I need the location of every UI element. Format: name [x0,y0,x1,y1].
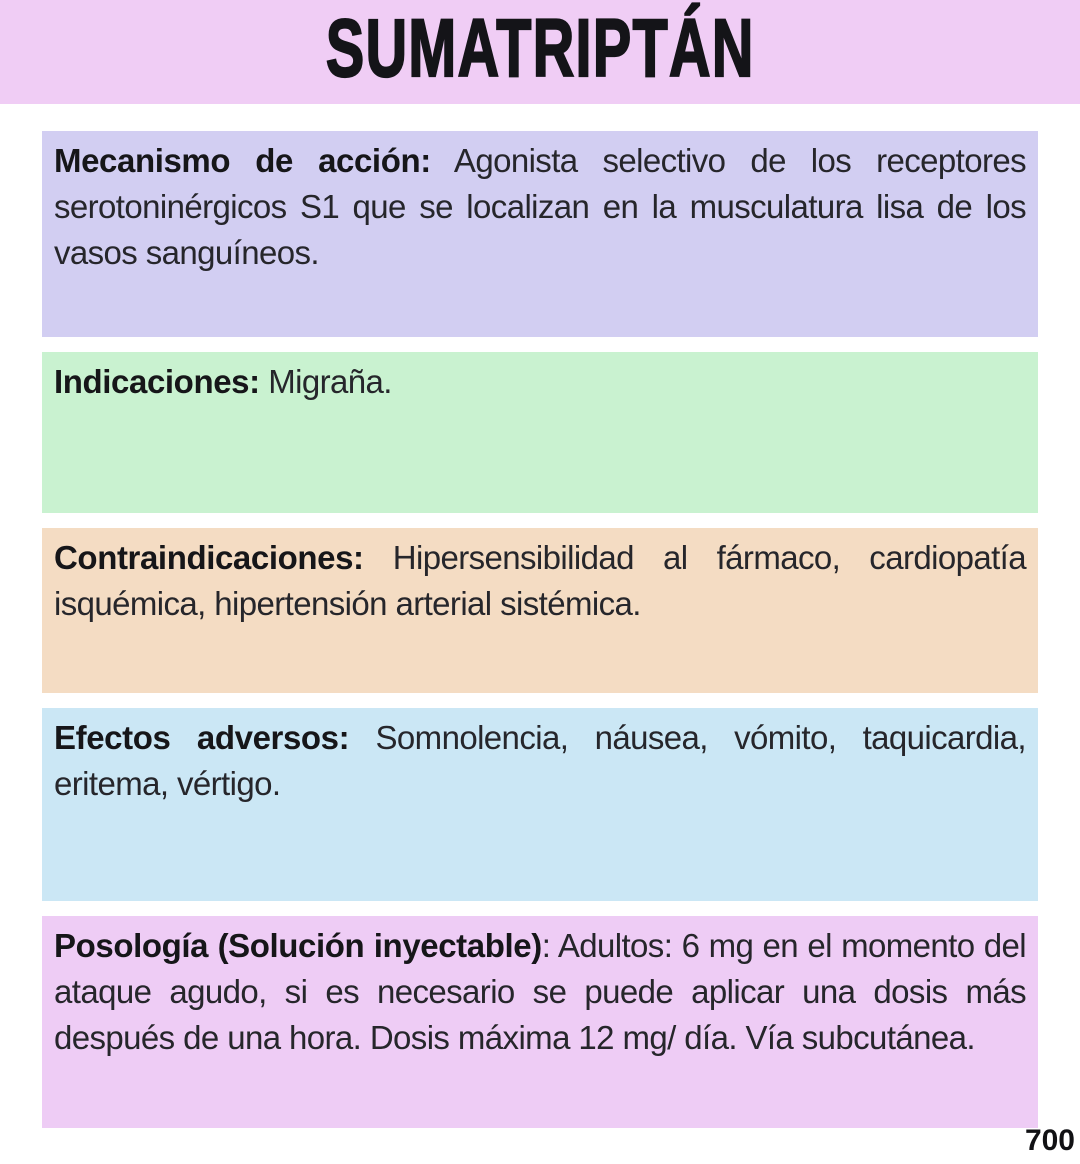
title-band [0,0,1080,104]
section-efectos-adversos [42,708,1038,901]
section-indicaciones [42,352,1038,513]
section-efectos-body: Somnolencia, náusea, vómito, taquicardia, eritema, vértigo. [54,719,1026,802]
section-posologia-label: Posología (Solución inyectable) [54,927,542,964]
section-contraindicaciones-body: Hipersensibilidad al fármaco, cardiopatía isquémica, hipertensión arterial sistémica. [54,539,1026,622]
page-number: 700 [1024,1124,1075,1157]
section-mecanismo-body: Agonista selectivo de los receptores serotoninérgicos S1 que se localizan en la musculatura lisa de los vasos sanguíneos. [54,142,1026,271]
sections-container [42,131,1038,1128]
section-indicaciones-label: Indicaciones: [54,363,260,400]
section-contraindicaciones-label: Contraindicaciones: [54,539,364,576]
section-contraindicaciones-text [54,535,1026,627]
section-mecanismo-de-accion [42,131,1038,337]
page-title: SUMATRIPTÁN [325,3,755,94]
section-posologia [42,916,1038,1128]
section-indicaciones-text [54,359,1026,405]
section-indicaciones-body: Migraña. [259,363,392,400]
section-efectos-label: Efectos adversos: [54,719,350,756]
section-contraindicaciones [42,528,1038,693]
section-mecanismo-label: Mecanismo de acción: [54,142,431,179]
section-posologia-text [54,923,1026,1061]
section-mecanismo-text [54,138,1026,276]
section-efectos-text [54,715,1026,807]
section-posologia-body: : Adultos: 6 mg en el momento del ataque agudo, si es necesario se puede aplicar una dosis más después de una hora. Dosis máxima 12 mg/ día. Vía subcutánea. [54,927,1027,1056]
